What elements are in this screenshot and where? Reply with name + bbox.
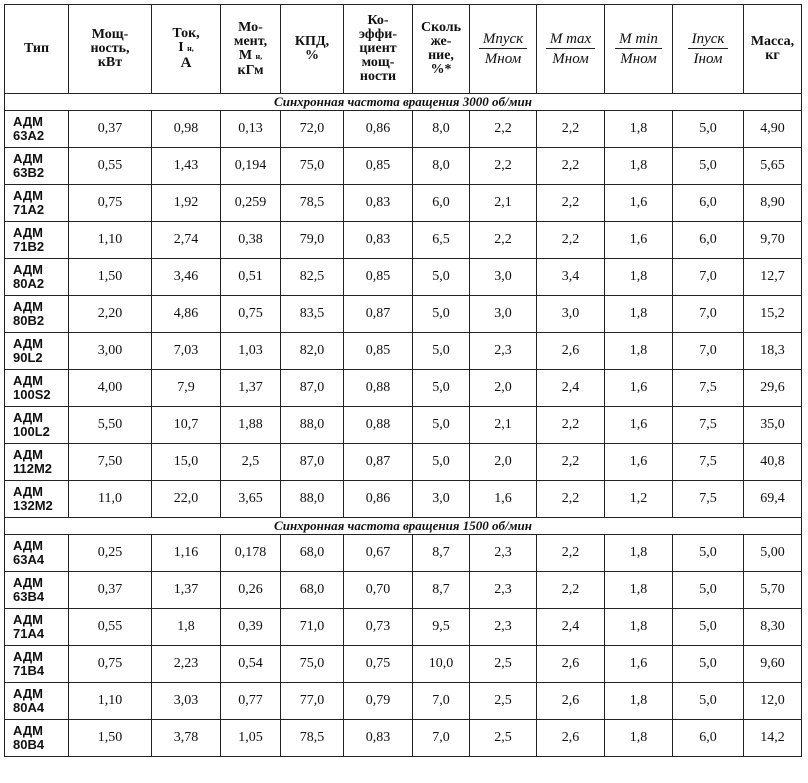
motor-series: АДМ <box>13 686 43 701</box>
value-cell: 6,0 <box>413 185 470 222</box>
value-cell: 2,2 <box>470 148 537 185</box>
value-cell: 0,79 <box>344 683 413 720</box>
header-mass: Масса, кг <box>744 5 802 94</box>
motor-series: АДМ <box>13 447 43 462</box>
value-cell: 0,25 <box>69 535 152 572</box>
motor-model: 80В2 <box>13 313 45 328</box>
motor-model: 80А2 <box>13 276 45 291</box>
value-cell: 2,5 <box>470 683 537 720</box>
header-efficiency: КПД, % <box>281 5 344 94</box>
header-torque: Мо- мент, М н, кГм <box>221 5 281 94</box>
value-cell: 2,5 <box>221 444 281 481</box>
value-cell: 15,2 <box>744 296 802 333</box>
value-cell: 3,0 <box>470 259 537 296</box>
value-cell: 0,86 <box>344 481 413 518</box>
value-cell: 3,4 <box>537 259 605 296</box>
value-cell: 5,0 <box>673 609 744 646</box>
value-cell: 1,6 <box>605 185 673 222</box>
motor-type-cell <box>5 444 69 481</box>
value-cell: 3,46 <box>152 259 221 296</box>
value-cell: 5,65 <box>744 148 802 185</box>
value-cell: 77,0 <box>281 683 344 720</box>
value-cell: 2,3 <box>470 609 537 646</box>
value-cell: 12,0 <box>744 683 802 720</box>
header-mmax-ratio: $\frac{\text{М max}}{\text{Мном}}$ <box>537 5 605 94</box>
value-cell: 9,70 <box>744 222 802 259</box>
group-heading-row <box>5 94 802 111</box>
value-cell: 5,0 <box>673 111 744 148</box>
value-cell: 5,00 <box>744 535 802 572</box>
motor-type-cell <box>5 407 69 444</box>
header-mstart-ratio: $\frac{\text{Мпуск}}{\text{Мном}}$ <box>470 5 537 94</box>
value-cell: 9,5 <box>413 609 470 646</box>
value-cell: 87,0 <box>281 444 344 481</box>
value-cell: 2,2 <box>537 222 605 259</box>
value-cell: 2,6 <box>537 333 605 370</box>
value-cell: 0,98 <box>152 111 221 148</box>
table-row <box>5 259 802 296</box>
value-cell: 18,3 <box>744 333 802 370</box>
value-cell: 29,6 <box>744 370 802 407</box>
value-cell: 5,0 <box>413 444 470 481</box>
value-cell: 11,0 <box>69 481 152 518</box>
motor-series: АДМ <box>13 151 43 166</box>
value-cell: 2,2 <box>537 535 605 572</box>
motor-model: 112М2 <box>13 461 53 476</box>
value-cell: 88,0 <box>281 481 344 518</box>
value-cell: 2,3 <box>470 333 537 370</box>
value-cell: 2,0 <box>470 444 537 481</box>
motor-type-cell <box>5 683 69 720</box>
table-body <box>5 94 802 757</box>
group-title: Синхронная частота вращения 1500 об/мин <box>5 518 802 535</box>
value-cell: 1,6 <box>605 407 673 444</box>
value-cell: 2,2 <box>537 111 605 148</box>
value-cell: 22,0 <box>152 481 221 518</box>
value-cell: 5,0 <box>673 148 744 185</box>
value-cell: 3,0 <box>470 296 537 333</box>
motor-type-cell <box>5 481 69 518</box>
value-cell: 2,74 <box>152 222 221 259</box>
motor-series: АДМ <box>13 484 43 499</box>
value-cell: 3,00 <box>69 333 152 370</box>
header-type: Тип <box>5 5 69 94</box>
value-cell: 3,78 <box>152 720 221 757</box>
value-cell: 68,0 <box>281 572 344 609</box>
value-cell: 71,0 <box>281 609 344 646</box>
value-cell: 0,85 <box>344 333 413 370</box>
value-cell: 2,6 <box>537 683 605 720</box>
value-cell: 4,86 <box>152 296 221 333</box>
motor-type-cell <box>5 296 69 333</box>
value-cell: 0,77 <box>221 683 281 720</box>
motor-model: 63В2 <box>13 165 45 180</box>
value-cell: 88,0 <box>281 407 344 444</box>
value-cell: 72,0 <box>281 111 344 148</box>
value-cell: 7,0 <box>413 720 470 757</box>
table-row <box>5 535 802 572</box>
value-cell: 8,7 <box>413 535 470 572</box>
motor-type-cell <box>5 572 69 609</box>
value-cell: 2,1 <box>470 407 537 444</box>
value-cell: 0,37 <box>69 111 152 148</box>
value-cell: 2,2 <box>470 111 537 148</box>
value-cell: 2,2 <box>537 148 605 185</box>
value-cell: 5,0 <box>673 646 744 683</box>
value-cell: 9,60 <box>744 646 802 683</box>
table-row <box>5 444 802 481</box>
header-istart-ratio: $\frac{\text{Iпуск}}{\text{Iном}}$ <box>673 5 744 94</box>
motor-model: 71А2 <box>13 202 45 217</box>
table-row <box>5 222 802 259</box>
value-cell: 5,50 <box>69 407 152 444</box>
motor-model: 90L2 <box>13 350 43 365</box>
value-cell: 75,0 <box>281 646 344 683</box>
value-cell: 2,5 <box>470 720 537 757</box>
value-cell: 5,0 <box>413 259 470 296</box>
motor-type-cell <box>5 646 69 683</box>
motor-type-cell <box>5 222 69 259</box>
value-cell: 0,70 <box>344 572 413 609</box>
value-cell: 0,86 <box>344 111 413 148</box>
value-cell: 1,8 <box>605 111 673 148</box>
value-cell: 1,37 <box>221 370 281 407</box>
value-cell: 7,5 <box>673 370 744 407</box>
value-cell: 1,8 <box>605 333 673 370</box>
value-cell: 1,10 <box>69 683 152 720</box>
value-cell: 5,0 <box>413 370 470 407</box>
value-cell: 5,0 <box>673 572 744 609</box>
value-cell: 4,00 <box>69 370 152 407</box>
value-cell: 1,2 <box>605 481 673 518</box>
header-power: Мощ- ность, кВт <box>69 5 152 94</box>
table-row <box>5 646 802 683</box>
motor-type-cell <box>5 148 69 185</box>
value-cell: 10,7 <box>152 407 221 444</box>
value-cell: 0,83 <box>344 720 413 757</box>
motor-model: 63А2 <box>13 128 45 143</box>
value-cell: 0,75 <box>344 646 413 683</box>
motor-model: 132М2 <box>13 498 53 513</box>
value-cell: 12,7 <box>744 259 802 296</box>
value-cell: 1,6 <box>605 646 673 683</box>
value-cell: 0,259 <box>221 185 281 222</box>
value-cell: 0,38 <box>221 222 281 259</box>
motor-series: АДМ <box>13 723 43 738</box>
value-cell: 82,0 <box>281 333 344 370</box>
value-cell: 0,83 <box>344 185 413 222</box>
value-cell: 1,8 <box>605 259 673 296</box>
value-cell: 68,0 <box>281 535 344 572</box>
motor-type-cell <box>5 185 69 222</box>
motor-model: 71А4 <box>13 626 45 641</box>
value-cell: 6,0 <box>673 185 744 222</box>
value-cell: 1,50 <box>69 720 152 757</box>
value-cell: 5,0 <box>673 683 744 720</box>
motor-series: АДМ <box>13 410 43 425</box>
value-cell: 35,0 <box>744 407 802 444</box>
table-row <box>5 148 802 185</box>
motor-model: 80В4 <box>13 737 45 752</box>
motor-type-cell <box>5 535 69 572</box>
header-current: Ток, I н, А <box>152 5 221 94</box>
value-cell: 40,8 <box>744 444 802 481</box>
motor-series: АДМ <box>13 336 43 351</box>
value-cell: 2,1 <box>470 185 537 222</box>
motor-model: 100L2 <box>13 424 50 439</box>
value-cell: 7,03 <box>152 333 221 370</box>
table-row <box>5 407 802 444</box>
motor-type-cell <box>5 609 69 646</box>
motor-series: АДМ <box>13 373 43 388</box>
value-cell: 0,37 <box>69 572 152 609</box>
table-row <box>5 609 802 646</box>
motor-model: 80А4 <box>13 700 45 715</box>
motor-type-cell <box>5 370 69 407</box>
motor-series: АДМ <box>13 225 43 240</box>
value-cell: 0,194 <box>221 148 281 185</box>
table-row <box>5 720 802 757</box>
table-row <box>5 333 802 370</box>
header-slip: Сколь же- ние, %* <box>413 5 470 94</box>
value-cell: 1,43 <box>152 148 221 185</box>
value-cell: 3,0 <box>537 296 605 333</box>
value-cell: 1,6 <box>470 481 537 518</box>
value-cell: 2,6 <box>537 646 605 683</box>
value-cell: 0,67 <box>344 535 413 572</box>
value-cell: 1,8 <box>605 535 673 572</box>
value-cell: 0,75 <box>221 296 281 333</box>
value-cell: 7,5 <box>673 444 744 481</box>
value-cell: 87,0 <box>281 370 344 407</box>
value-cell: 1,8 <box>605 296 673 333</box>
value-cell: 69,4 <box>744 481 802 518</box>
value-cell: 5,70 <box>744 572 802 609</box>
value-cell: 1,6 <box>605 444 673 481</box>
motor-series: АДМ <box>13 114 43 129</box>
value-cell: 2,4 <box>537 609 605 646</box>
value-cell: 1,10 <box>69 222 152 259</box>
value-cell: 3,0 <box>413 481 470 518</box>
value-cell: 0,26 <box>221 572 281 609</box>
value-cell: 1,8 <box>605 572 673 609</box>
value-cell: 8,0 <box>413 148 470 185</box>
value-cell: 2,2 <box>537 407 605 444</box>
value-cell: 14,2 <box>744 720 802 757</box>
value-cell: 0,87 <box>344 444 413 481</box>
value-cell: 15,0 <box>152 444 221 481</box>
motor-model: 71В4 <box>13 663 45 678</box>
value-cell: 2,6 <box>537 720 605 757</box>
value-cell: 78,5 <box>281 185 344 222</box>
value-cell: 1,8 <box>605 720 673 757</box>
group-heading-row <box>5 518 802 535</box>
value-cell: 2,2 <box>537 444 605 481</box>
table-row <box>5 185 802 222</box>
value-cell: 0,13 <box>221 111 281 148</box>
motor-model: 71В2 <box>13 239 45 254</box>
value-cell: 2,5 <box>470 646 537 683</box>
header-mmin-ratio: $\frac{\text{М min}}{\text{Мном}}$ <box>605 5 673 94</box>
value-cell: 8,90 <box>744 185 802 222</box>
value-cell: 78,5 <box>281 720 344 757</box>
value-cell: 7,9 <box>152 370 221 407</box>
motor-type-cell <box>5 720 69 757</box>
value-cell: 5,0 <box>413 407 470 444</box>
group-title: Синхронная частота вращения 3000 об/мин <box>5 94 802 111</box>
value-cell: 0,75 <box>69 646 152 683</box>
value-cell: 1,6 <box>605 370 673 407</box>
motor-spec-table <box>4 4 802 757</box>
motor-model: 63В4 <box>13 589 45 604</box>
value-cell: 7,0 <box>673 333 744 370</box>
value-cell: 7,0 <box>673 259 744 296</box>
value-cell: 1,88 <box>221 407 281 444</box>
value-cell: 3,65 <box>221 481 281 518</box>
value-cell: 2,3 <box>470 535 537 572</box>
value-cell: 1,8 <box>605 609 673 646</box>
value-cell: 7,5 <box>673 407 744 444</box>
value-cell: 0,178 <box>221 535 281 572</box>
value-cell: 8,7 <box>413 572 470 609</box>
value-cell: 0,75 <box>69 185 152 222</box>
value-cell: 1,05 <box>221 720 281 757</box>
value-cell: 2,2 <box>470 222 537 259</box>
value-cell: 0,54 <box>221 646 281 683</box>
value-cell: 4,90 <box>744 111 802 148</box>
motor-series: АДМ <box>13 649 43 664</box>
value-cell: 1,92 <box>152 185 221 222</box>
motor-type-cell <box>5 111 69 148</box>
value-cell: 0,55 <box>69 148 152 185</box>
value-cell: 83,5 <box>281 296 344 333</box>
motor-model: 100S2 <box>13 387 51 402</box>
value-cell: 1,8 <box>605 683 673 720</box>
value-cell: 6,0 <box>673 720 744 757</box>
value-cell: 1,8 <box>152 609 221 646</box>
value-cell: 0,51 <box>221 259 281 296</box>
value-cell: 5,0 <box>413 296 470 333</box>
value-cell: 8,0 <box>413 111 470 148</box>
value-cell: 7,0 <box>413 683 470 720</box>
value-cell: 2,2 <box>537 185 605 222</box>
motor-type-cell <box>5 259 69 296</box>
value-cell: 5,0 <box>673 535 744 572</box>
value-cell: 1,16 <box>152 535 221 572</box>
value-cell: 6,0 <box>673 222 744 259</box>
value-cell: 1,50 <box>69 259 152 296</box>
value-cell: 75,0 <box>281 148 344 185</box>
motor-series: АДМ <box>13 575 43 590</box>
value-cell: 2,4 <box>537 370 605 407</box>
value-cell: 3,03 <box>152 683 221 720</box>
value-cell: 0,88 <box>344 407 413 444</box>
value-cell: 82,5 <box>281 259 344 296</box>
value-cell: 1,03 <box>221 333 281 370</box>
table-row <box>5 683 802 720</box>
table-row <box>5 296 802 333</box>
motor-series: АДМ <box>13 188 43 203</box>
value-cell: 0,39 <box>221 609 281 646</box>
value-cell: 79,0 <box>281 222 344 259</box>
value-cell: 2,0 <box>470 370 537 407</box>
value-cell: 1,6 <box>605 222 673 259</box>
value-cell: 7,0 <box>673 296 744 333</box>
value-cell: 8,30 <box>744 609 802 646</box>
motor-series: АДМ <box>13 538 43 553</box>
table-row <box>5 111 802 148</box>
value-cell: 7,50 <box>69 444 152 481</box>
value-cell: 0,88 <box>344 370 413 407</box>
value-cell: 0,85 <box>344 148 413 185</box>
value-cell: 2,3 <box>470 572 537 609</box>
header-power-factor: Ко- эффи- циент мощ- ности <box>344 5 413 94</box>
motor-model: 63А4 <box>13 552 45 567</box>
value-cell: 5,0 <box>413 333 470 370</box>
motor-series: АДМ <box>13 262 43 277</box>
motor-series: АДМ <box>13 299 43 314</box>
value-cell: 2,23 <box>152 646 221 683</box>
value-cell: 0,83 <box>344 222 413 259</box>
value-cell: 0,87 <box>344 296 413 333</box>
value-cell: 7,5 <box>673 481 744 518</box>
value-cell: 2,20 <box>69 296 152 333</box>
value-cell: 2,2 <box>537 481 605 518</box>
value-cell: 1,37 <box>152 572 221 609</box>
motor-type-cell <box>5 333 69 370</box>
value-cell: 0,55 <box>69 609 152 646</box>
value-cell: 6,5 <box>413 222 470 259</box>
value-cell: 2,2 <box>537 572 605 609</box>
value-cell: 10,0 <box>413 646 470 683</box>
value-cell: 1,8 <box>605 148 673 185</box>
motor-series: АДМ <box>13 612 43 627</box>
value-cell: 0,73 <box>344 609 413 646</box>
table-row <box>5 370 802 407</box>
table-row <box>5 572 802 609</box>
table-row <box>5 481 802 518</box>
header-row <box>5 5 802 94</box>
value-cell: 0,85 <box>344 259 413 296</box>
